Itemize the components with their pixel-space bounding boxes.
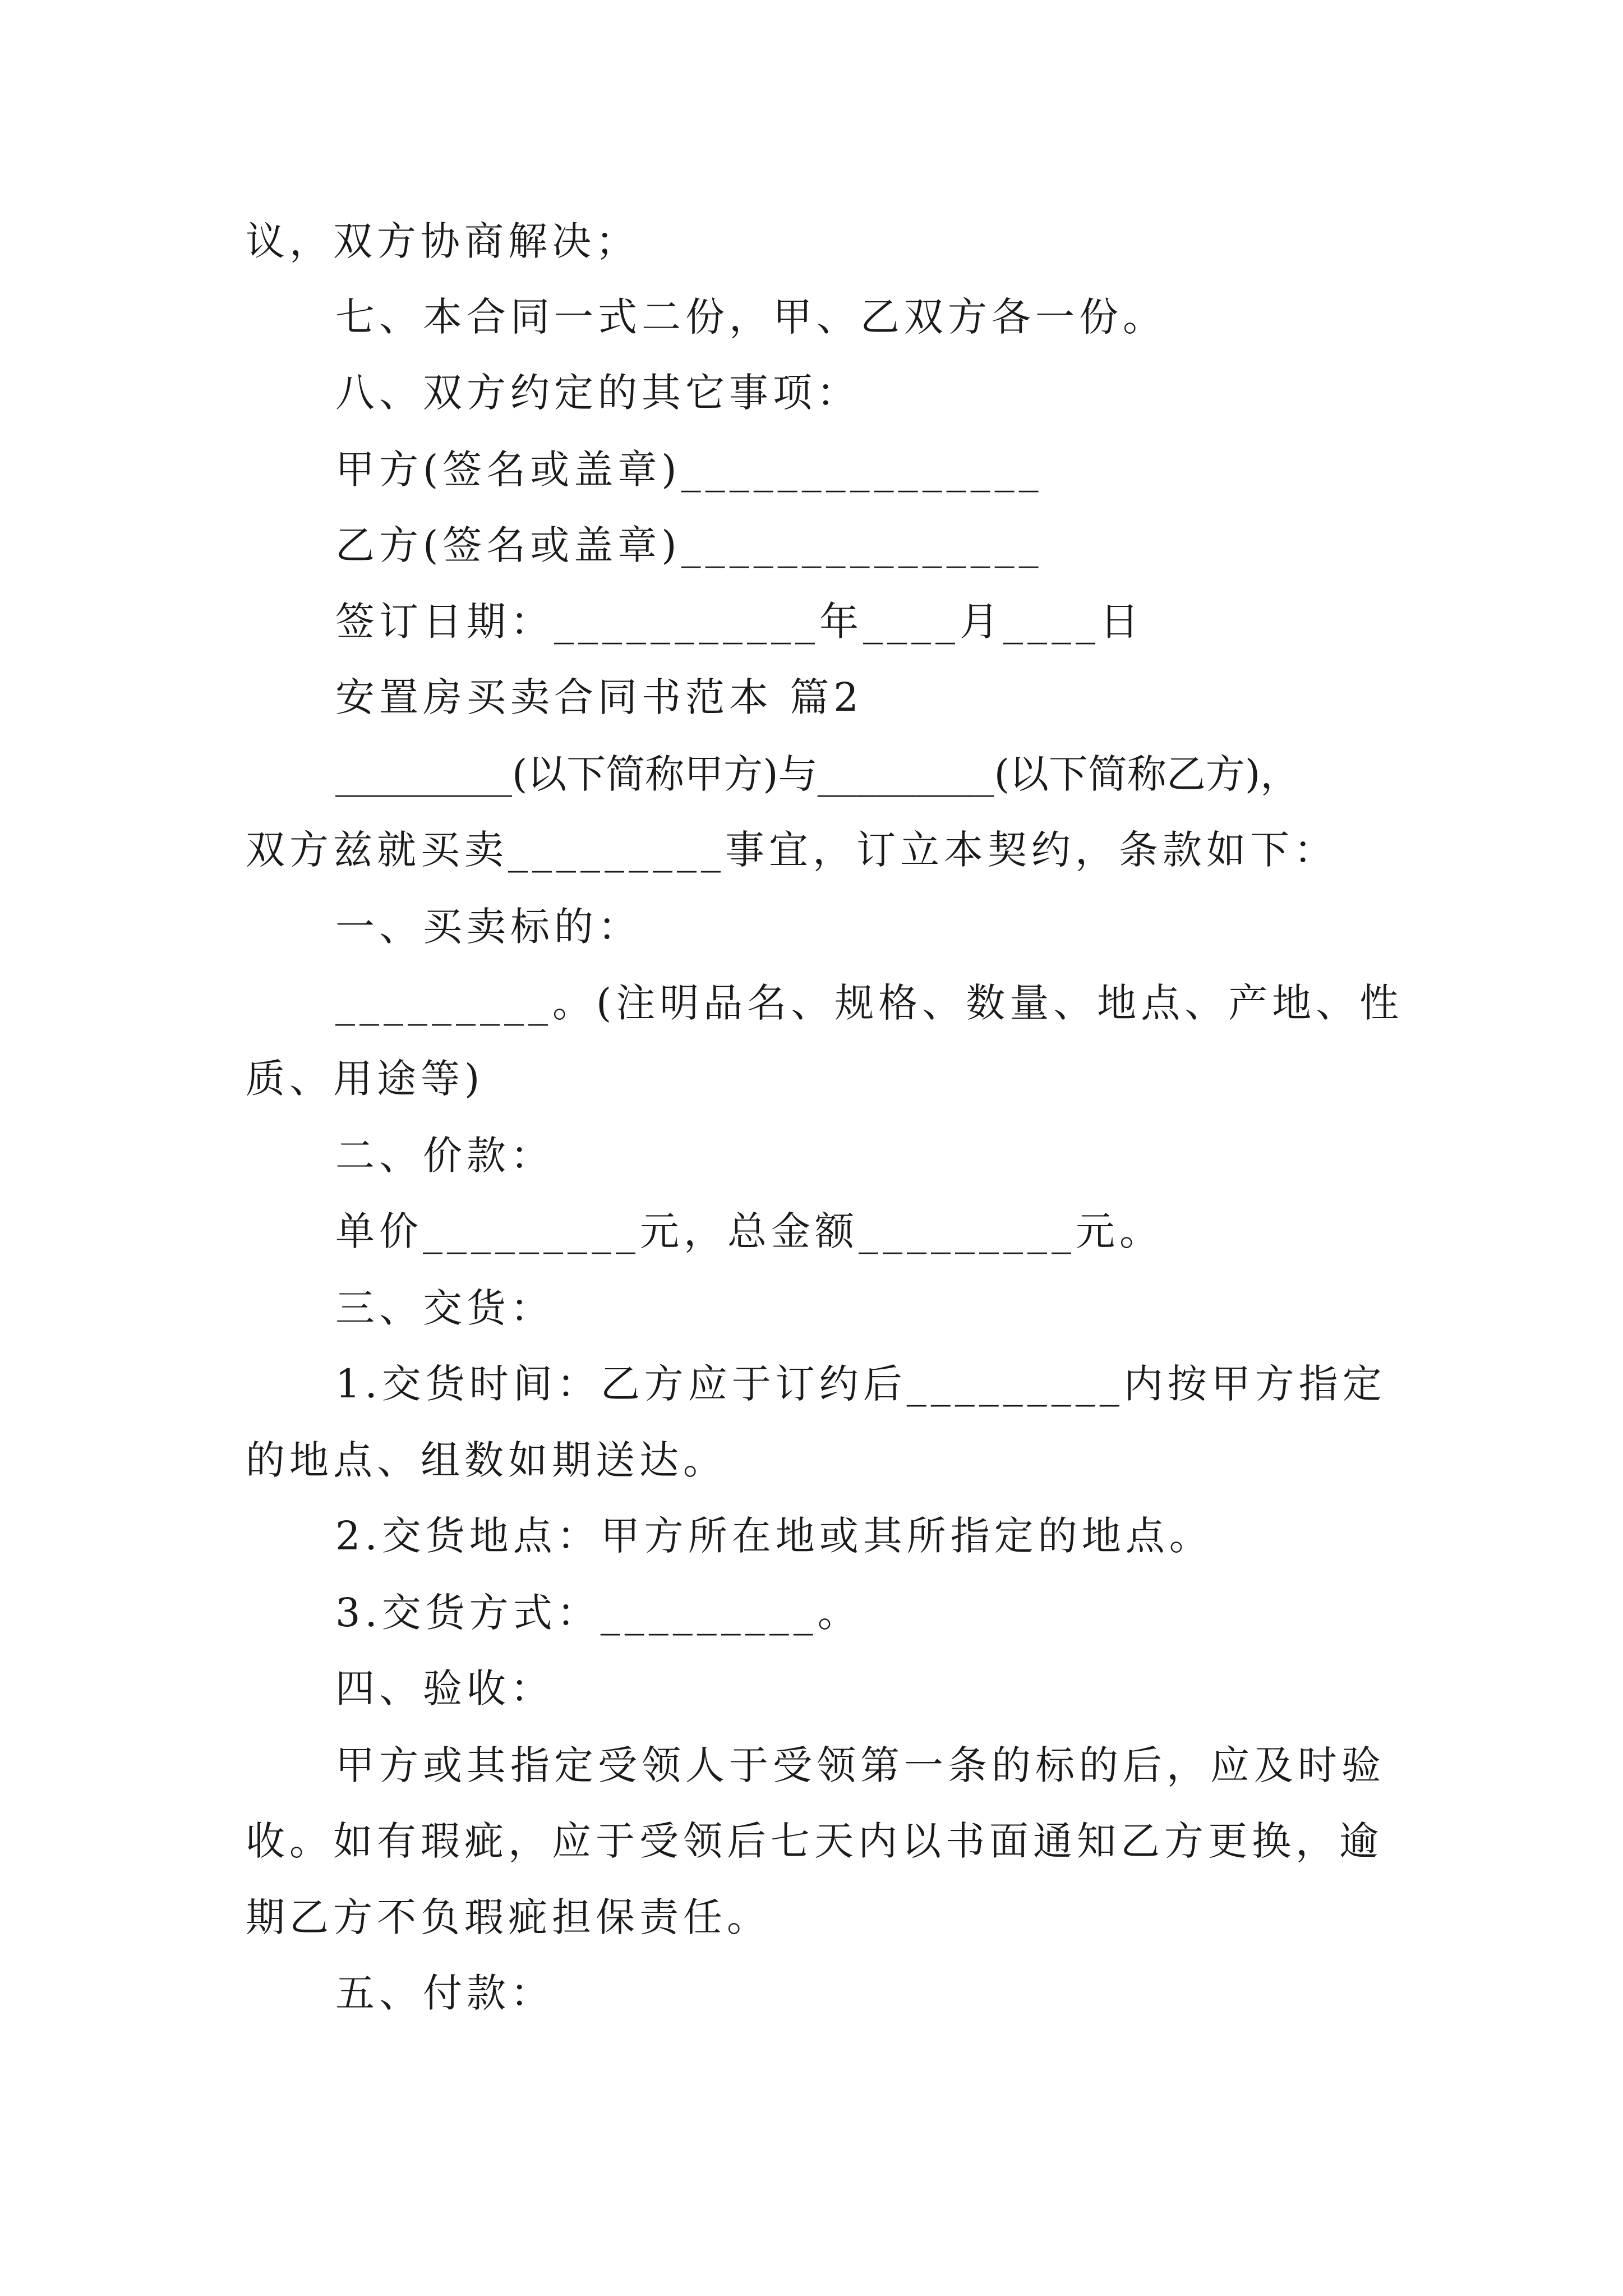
text-line: 八、双方约定的其它事项： [335, 370, 860, 416]
text-line: 的地点、组数如期送达。 [246, 1437, 727, 1483]
text-line: 一、买卖标的： [335, 904, 642, 950]
text-line: _________(以下简称甲方)与_________(以下简称乙方)， [335, 751, 1300, 797]
text-line: 期乙方不负瑕疵担保责任。 [246, 1894, 771, 1940]
text-line: 七、本合同一式二份，甲、乙双方各一份。 [335, 294, 1166, 340]
text-line: 议，双方协商解决； [246, 218, 639, 264]
text-line: 甲方(签名或盖章)_______________ [335, 447, 1043, 493]
text-line: 单价_________元，总金额_________元。 [335, 1208, 1163, 1254]
text-line: 乙方(签名或盖章)_______________ [335, 522, 1043, 568]
text-line: _________。(注明品名、规格、数量、地点、产地、性 [335, 980, 1404, 1026]
text-line: 二、价款： [335, 1133, 554, 1179]
text-line: 五、付款： [335, 1970, 554, 2016]
text-line: 四、验收： [335, 1665, 554, 1711]
text-line: 收。如有瑕疵，应于受领后七天内以书面通知乙方更换，逾 [246, 1818, 1383, 1864]
text-line: 质、用途等) [246, 1056, 485, 1102]
text-line: 1.交货时间：乙方应于订约后_________内按甲方指定 [335, 1361, 1386, 1407]
text-line: 2.交货地点：甲方所在地或其所指定的地点。 [335, 1513, 1213, 1559]
text-line: 甲方或其指定受领人于受领第一条的标的后，应及时验 [335, 1742, 1385, 1788]
text-line: 签订日期：___________年____月____日 [335, 599, 1144, 645]
text-line: 双方兹就买卖_________事宜，订立本契约，条款如下： [246, 827, 1338, 873]
text-line: 三、交货： [335, 1285, 554, 1331]
section-heading: 安置房买卖合同书范本 篇2 [335, 674, 863, 720]
text-line: 3.交货方式：_________。 [335, 1590, 861, 1636]
